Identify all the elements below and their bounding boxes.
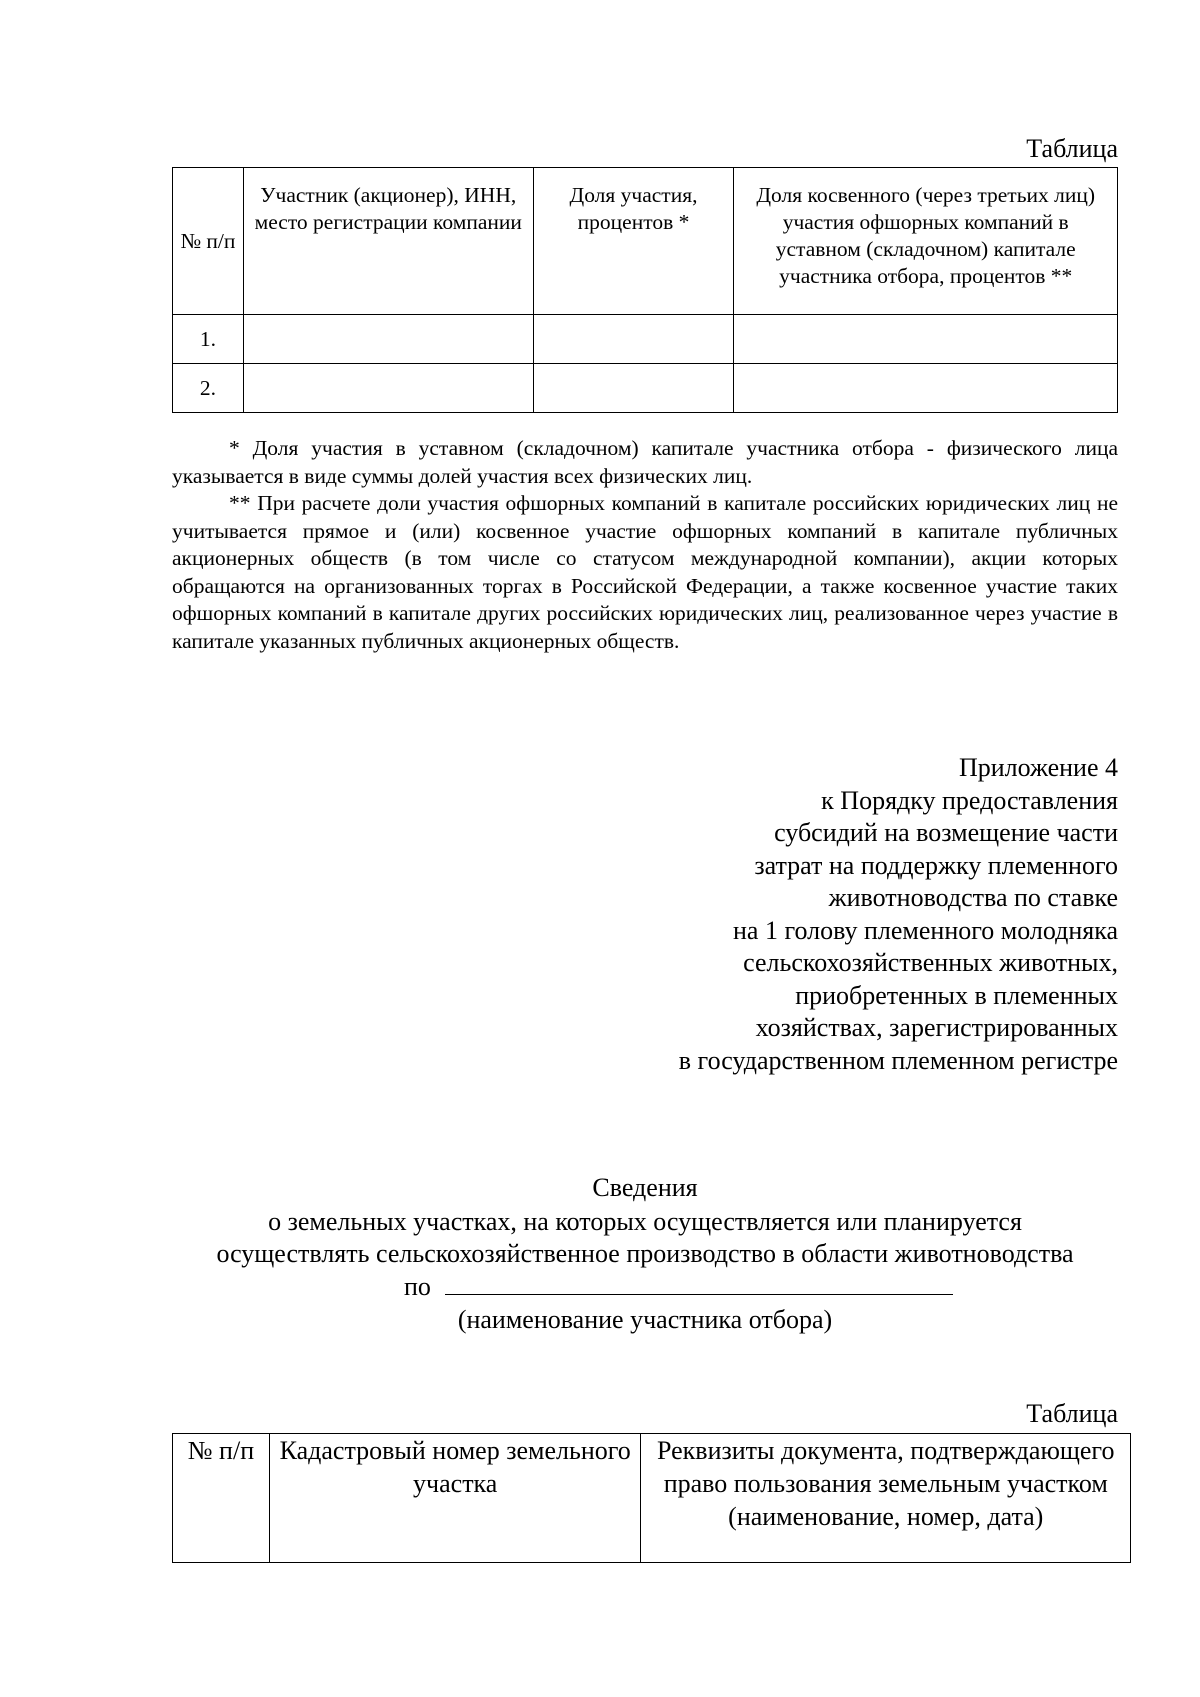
appendix-line: сельскохозяйственных животных, xyxy=(743,948,1118,977)
header-number: № п/п xyxy=(173,168,244,315)
footnote-2: ** При расчете доли участия офшорных компаний в капитале российских юридических лиц не учитывается прямое и (или) косвенное участие офшорных компаний в капитале публичных акционерных обществ (в том числе со статусом международной компании), акции которых обращаются на организованных торгах в Российской Федерации, а также косвенное участие таких офшорных компаний в капитале других российских юридических лиц, реализованное через участие в капитале указанных публичных акционерных обществ. xyxy=(172,491,1118,653)
appendix-line: животноводства по ставке xyxy=(828,883,1118,912)
appendix-line: в государственном племенном регистре xyxy=(678,1045,1118,1075)
table1-caption: Таблица xyxy=(1026,134,1118,163)
table-header-row xyxy=(173,1434,1131,1563)
footnote-1: * Доля участия в уставном (складочном) капитале участника отбора - физического лица указывается в виде суммы долей участия всех физических лиц. xyxy=(172,436,1118,488)
info-subtitle-line-1: о земельных участках, на которых осуществляется или планируется xyxy=(268,1207,1022,1236)
row-participant xyxy=(243,364,533,413)
participant-name-blank xyxy=(445,1270,953,1295)
footnotes xyxy=(172,435,1118,655)
row-number: 2. xyxy=(173,364,244,413)
po-label: по xyxy=(404,1272,431,1301)
header-offshore-share: Доля косвенного (через третьих лиц) участия офшорных компаний в уставном (складочном) капитале участника отбора, процентов ** xyxy=(734,168,1118,315)
appendix-line: приобретенных в племенных xyxy=(795,980,1118,1010)
appendix-line: на 1 голову племенного молодняка xyxy=(733,915,1118,945)
header-participant: Участник (акционер), ИНН, место регистрации компании xyxy=(243,168,533,315)
row-share xyxy=(533,315,734,364)
participant-name-caption: (наименование участника отбора) xyxy=(457,1305,833,1334)
header-document-details: Реквизиты документа, подтверждающего право пользования земельным участком (наименование, номер, дата) xyxy=(641,1434,1131,1563)
shareholders-table xyxy=(172,167,1118,413)
row-offshore-share xyxy=(734,364,1118,413)
table-row xyxy=(173,364,1118,413)
table-header-row xyxy=(173,168,1118,315)
row-share xyxy=(533,364,734,413)
info-title: Сведения xyxy=(592,1173,698,1202)
header-cadastral-number: Кадастровый номер земельного участка xyxy=(269,1434,641,1563)
appendix-line: к Порядку предоставления xyxy=(821,785,1118,815)
header-number: № п/п xyxy=(173,1434,270,1563)
row-offshore-share xyxy=(734,315,1118,364)
appendix-line: хозяйствах, зарегистрированных xyxy=(755,1013,1118,1042)
appendix-line: субсидий на возмещение части xyxy=(774,818,1118,847)
row-participant xyxy=(243,315,533,364)
row-number: 1. xyxy=(173,315,244,364)
info-subtitle-line-2: осуществлять сельскохозяйственное производство в области животноводства xyxy=(216,1239,1074,1268)
table2-caption: Таблица xyxy=(1026,1399,1118,1428)
header-share: Доля участия, процентов * xyxy=(533,168,734,315)
participant-name-line xyxy=(404,1270,953,1302)
land-plots-table xyxy=(172,1433,1131,1563)
appendix-line: затрат на поддержку племенного xyxy=(754,850,1118,880)
appendix-line: Приложение 4 xyxy=(958,753,1118,782)
table-row xyxy=(173,315,1118,364)
appendix-heading xyxy=(679,752,1118,1077)
